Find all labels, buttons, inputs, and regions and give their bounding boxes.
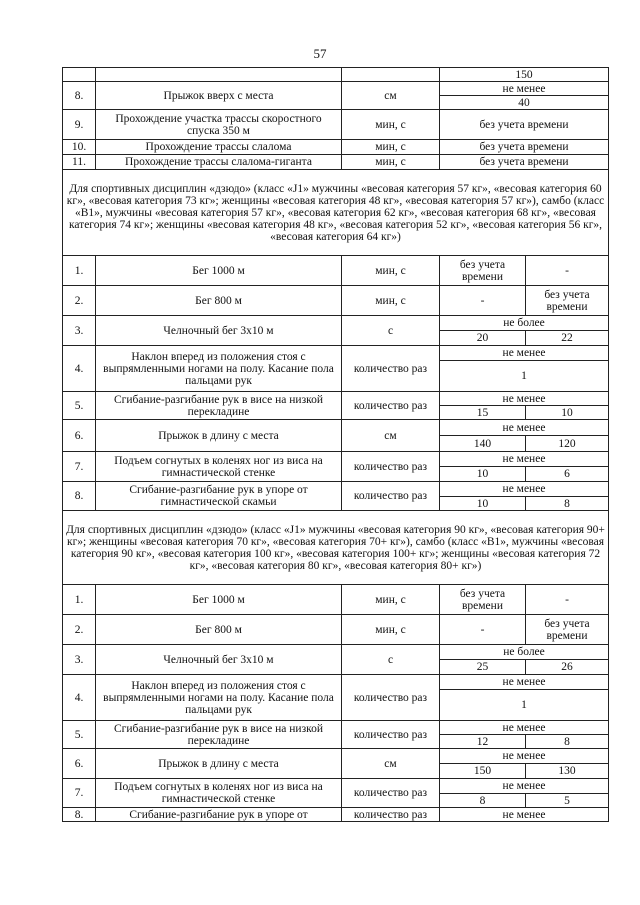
- norm-men: -: [440, 615, 526, 645]
- test-name: Подъем согнутых в коленях ног из виса на гимнастической стенке: [96, 779, 342, 808]
- norm-qualifier: не менее: [440, 721, 609, 735]
- norm-qualifier: не менее: [440, 482, 609, 497]
- unit: количество раз: [342, 452, 440, 482]
- norm-qualifier: не менее: [440, 346, 609, 361]
- test-name: Наклон вперед из положения стоя с выпрямленными ногами на полу. Касание пола пальцами рук: [96, 675, 342, 721]
- unit: количество раз: [342, 392, 440, 420]
- section-heading-row: [63, 511, 609, 585]
- norm-men: -: [440, 286, 526, 316]
- norm-women: 8: [526, 497, 609, 511]
- norm-women: 22: [526, 331, 609, 346]
- test-name: Прыжок в длину с места: [96, 420, 342, 452]
- row-number: 4.: [63, 675, 96, 721]
- row-number: 2.: [63, 286, 96, 316]
- row-number: 6.: [63, 749, 96, 779]
- unit: количество раз: [342, 346, 440, 392]
- unit: мин, с: [342, 110, 440, 140]
- norm-women: 5: [526, 794, 609, 808]
- test-name: Прыжок вверх с места: [96, 82, 342, 110]
- table-row: [63, 482, 609, 497]
- table-row: [63, 452, 609, 467]
- table-row: [63, 808, 609, 822]
- table-row: [63, 645, 609, 660]
- norm-women: 130: [526, 764, 609, 779]
- table-row: [63, 675, 609, 690]
- row-number: 1.: [63, 585, 96, 615]
- table-row: [63, 346, 609, 361]
- norm-women: без учета времени: [526, 615, 609, 645]
- test-name: Наклон вперед из положения стоя с выпрямленными ногами на полу. Касание пола пальцами рук: [96, 346, 342, 392]
- table-row: [63, 82, 609, 96]
- row-number: 11.: [63, 155, 96, 170]
- unit: с: [342, 645, 440, 675]
- norm-women: -: [526, 256, 609, 286]
- norm-qualifier: не менее: [440, 420, 609, 436]
- norm-men: без учета времени: [440, 256, 526, 286]
- norm-qualifier: не менее: [440, 82, 609, 96]
- test-name: Челночный бег 3x10 м: [96, 316, 342, 346]
- norm-women: 26: [526, 660, 609, 675]
- norm-men: 20: [440, 331, 526, 346]
- test-name: Прохождение участка трассы скоростного спуска 350 м: [96, 110, 342, 140]
- unit: мин, с: [342, 155, 440, 170]
- norm-men: 8: [440, 794, 526, 808]
- test-name: Прохождение трассы слалома: [96, 140, 342, 155]
- norm-men: без учета времени: [440, 585, 526, 615]
- unit: количество раз: [342, 675, 440, 721]
- table-row: [63, 155, 609, 170]
- test-name: [96, 68, 342, 82]
- unit: [342, 68, 440, 82]
- norm-women: 6: [526, 467, 609, 482]
- standards-table: [62, 67, 609, 822]
- norm-value: 1: [440, 690, 609, 721]
- unit: см: [342, 749, 440, 779]
- norm-men: 10: [440, 497, 526, 511]
- unit: см: [342, 420, 440, 452]
- table-row: [63, 316, 609, 331]
- test-name: Бег 1000 м: [96, 585, 342, 615]
- norm-qualifier: не более: [440, 645, 609, 660]
- test-name: Бег 800 м: [96, 286, 342, 316]
- row-number: 9.: [63, 110, 96, 140]
- norm-qualifier: не менее: [440, 808, 609, 822]
- table-row: [63, 68, 609, 82]
- row-number: 3.: [63, 316, 96, 346]
- norm-qualifier: не менее: [440, 452, 609, 467]
- norm-women: -: [526, 585, 609, 615]
- test-name: Сгибание-разгибание рук в упоре от гимнастической скамьи: [96, 482, 342, 511]
- norm-women: 8: [526, 735, 609, 749]
- row-number: 8.: [63, 482, 96, 511]
- norm-women: без учета времени: [526, 286, 609, 316]
- row-number: 5.: [63, 392, 96, 420]
- row-number: 7.: [63, 452, 96, 482]
- table-row: [63, 779, 609, 794]
- row-number: [63, 68, 96, 82]
- norm-qualifier: не менее: [440, 749, 609, 764]
- norm-men: 25: [440, 660, 526, 675]
- table-row: [63, 140, 609, 155]
- norm-value: 40: [440, 96, 609, 110]
- row-number: 8.: [63, 808, 96, 822]
- norm-women: 10: [526, 406, 609, 420]
- table-row: [63, 420, 609, 436]
- unit: см: [342, 82, 440, 110]
- test-name: Бег 800 м: [96, 615, 342, 645]
- page-number: 57: [313, 46, 327, 61]
- table-row: [63, 721, 609, 735]
- norm-women: 120: [526, 436, 609, 452]
- row-number: 7.: [63, 779, 96, 808]
- row-number: 3.: [63, 645, 96, 675]
- unit: мин, с: [342, 286, 440, 316]
- norm-men: 140: [440, 436, 526, 452]
- table-row: [63, 749, 609, 764]
- table-row: [63, 615, 609, 645]
- table-row: [63, 256, 609, 286]
- norm-men: 12: [440, 735, 526, 749]
- norm-qualifier: не более: [440, 316, 609, 331]
- section-heading: Для спортивных дисциплин «дзюдо» (класс «J1» мужчины «весовая категория 90 кг», «весовая категория 90+ кг»; женщины «весовая категория 70 кг», «весовая категория 70+ кг»), самбо (класс «B1», мужчины «весовая категория 90 кг», «весовая категория 100 кг», «весовая категория 100+ кг»; женщины «весовая категория 72 кг», «весовая категория 80 кг», «весовая категория 80+ кг»): [63, 511, 609, 585]
- unit: количество раз: [342, 808, 440, 822]
- norm-value: 1: [440, 361, 609, 392]
- section-heading: Для спортивных дисциплин «дзюдо» (класс «J1» мужчины «весовая категория 57 кг», «весовая категория 60 кг», «весовая категория 73 кг»; женщины «весовая категория 48 кг», «весовая категория 57 кг»), самбо (класс «B1», мужчины «весовая категория 57 кг», «весовая категория 62 кг», «весовая категория 68 кг», «весовая категория 74 кг»; женщины «весовая категория 48 кг», «весовая категория 52 кг», «весовая категория 56 кг», «весовая категория 64 кг»): [63, 170, 609, 256]
- row-number: 10.: [63, 140, 96, 155]
- unit: с: [342, 316, 440, 346]
- test-name: Сгибание-разгибание рук в висе на низкой перекладине: [96, 721, 342, 749]
- norm-qualifier: не менее: [440, 675, 609, 690]
- row-number: 6.: [63, 420, 96, 452]
- row-number: 1.: [63, 256, 96, 286]
- unit: мин, с: [342, 585, 440, 615]
- unit: количество раз: [342, 779, 440, 808]
- table-row: [63, 585, 609, 615]
- test-name: Прохождение трассы слалома-гиганта: [96, 155, 342, 170]
- norm-value: 150: [440, 68, 609, 82]
- row-number: 2.: [63, 615, 96, 645]
- norm-qualifier: не менее: [440, 392, 609, 406]
- test-name: Сгибание-разгибание рук в висе на низкой перекладине: [96, 392, 342, 420]
- row-number: 8.: [63, 82, 96, 110]
- table-row: [63, 110, 609, 140]
- test-name: Сгибание-разгибание рук в упоре от: [96, 808, 342, 822]
- norm-men: 15: [440, 406, 526, 420]
- row-number: 5.: [63, 721, 96, 749]
- unit: мин, с: [342, 256, 440, 286]
- unit: количество раз: [342, 482, 440, 511]
- test-name: Челночный бег 3x10 м: [96, 645, 342, 675]
- unit: количество раз: [342, 721, 440, 749]
- norm-value: без учета времени: [440, 155, 609, 170]
- test-name: Прыжок в длину с места: [96, 749, 342, 779]
- norm-men: 150: [440, 764, 526, 779]
- norm-qualifier: не менее: [440, 779, 609, 794]
- norm-value: без учета времени: [440, 110, 609, 140]
- test-name: Бег 1000 м: [96, 256, 342, 286]
- row-number: 4.: [63, 346, 96, 392]
- norm-value: без учета времени: [440, 140, 609, 155]
- unit: мин, с: [342, 615, 440, 645]
- norm-men: 10: [440, 467, 526, 482]
- test-name: Подъем согнутых в коленях ног из виса на гимнастической стенке: [96, 452, 342, 482]
- unit: мин, с: [342, 140, 440, 155]
- table-row: [63, 286, 609, 316]
- section-heading-row: [63, 170, 609, 256]
- table-row: [63, 392, 609, 406]
